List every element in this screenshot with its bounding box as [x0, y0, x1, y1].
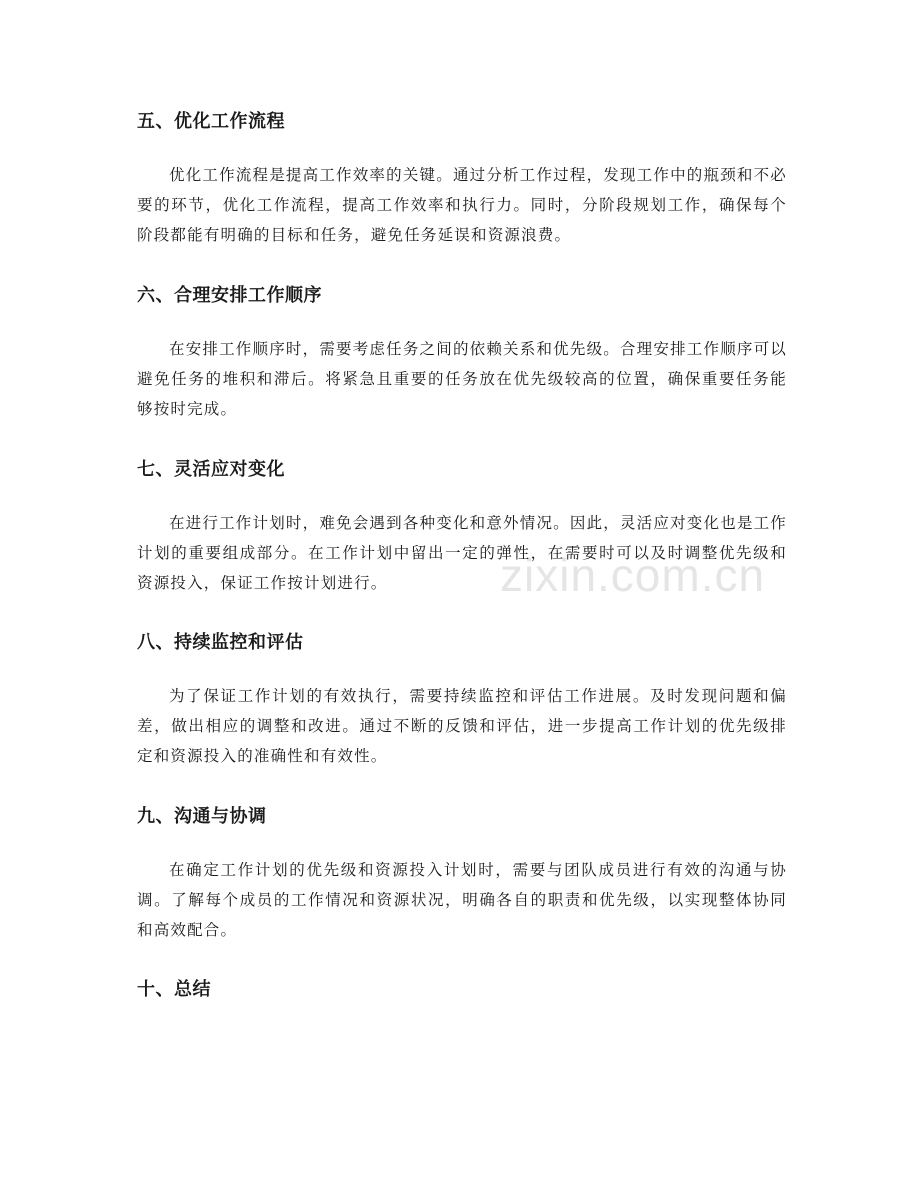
section-body: 为了保证工作计划的有效执行，需要持续监控和评估工作进展。及时发现问题和偏差，做出相应的调整和改进。通过不断的反馈和评估，进一步提高工作计划的优先级排定和资源投入的准确性和有效性。: [137, 687, 787, 765]
section-6: [137, 284, 787, 424]
section-heading: 五、优化工作流程: [137, 111, 285, 132]
section-5: [137, 110, 787, 250]
section-heading: 九、沟通与协调: [137, 806, 267, 827]
section-body: 优化工作流程是提高工作效率的关键。通过分析工作过程，发现工作中的瓶颈和不必要的环节，优化工作流程，提高工作效率和执行力。同时，分阶段规划工作，确保每个阶段都能有明确的目标和任务，避免任务延误和资源浪费。: [137, 166, 787, 244]
section-body: 在进行工作计划时，难免会遇到各种变化和意外情况。因此，灵活应对变化也是工作计划的重要组成部分。在工作计划中留出一定的弹性，在需要时可以及时调整优先级和资源投入，保证工作按计划进行。: [137, 514, 787, 592]
section-10: [137, 978, 787, 1002]
section-9: [137, 805, 787, 945]
section-heading: 八、持续监控和评估: [137, 632, 304, 653]
section-body: 在确定工作计划的优先级和资源投入计划时，需要与团队成员进行有效的沟通与协调。了解每个成员的工作情况和资源状况，明确各自的职责和优先级，以实现整体协同和高效配合。: [137, 861, 787, 939]
section-heading: 十、总结: [137, 979, 211, 1000]
section-heading: 六、合理安排工作顺序: [137, 285, 322, 306]
section-body: 在安排工作顺序时，需要考虑任务之间的依赖关系和优先级。合理安排工作顺序可以避免任务的堆积和滞后。将紧急且重要的任务放在优先级较高的位置，确保重要任务能够按时完成。: [137, 340, 787, 418]
section-8: [137, 631, 787, 771]
watermark: zixin.com.cn: [500, 549, 766, 601]
section-7: [137, 458, 787, 598]
section-heading: 七、灵活应对变化: [137, 459, 285, 480]
